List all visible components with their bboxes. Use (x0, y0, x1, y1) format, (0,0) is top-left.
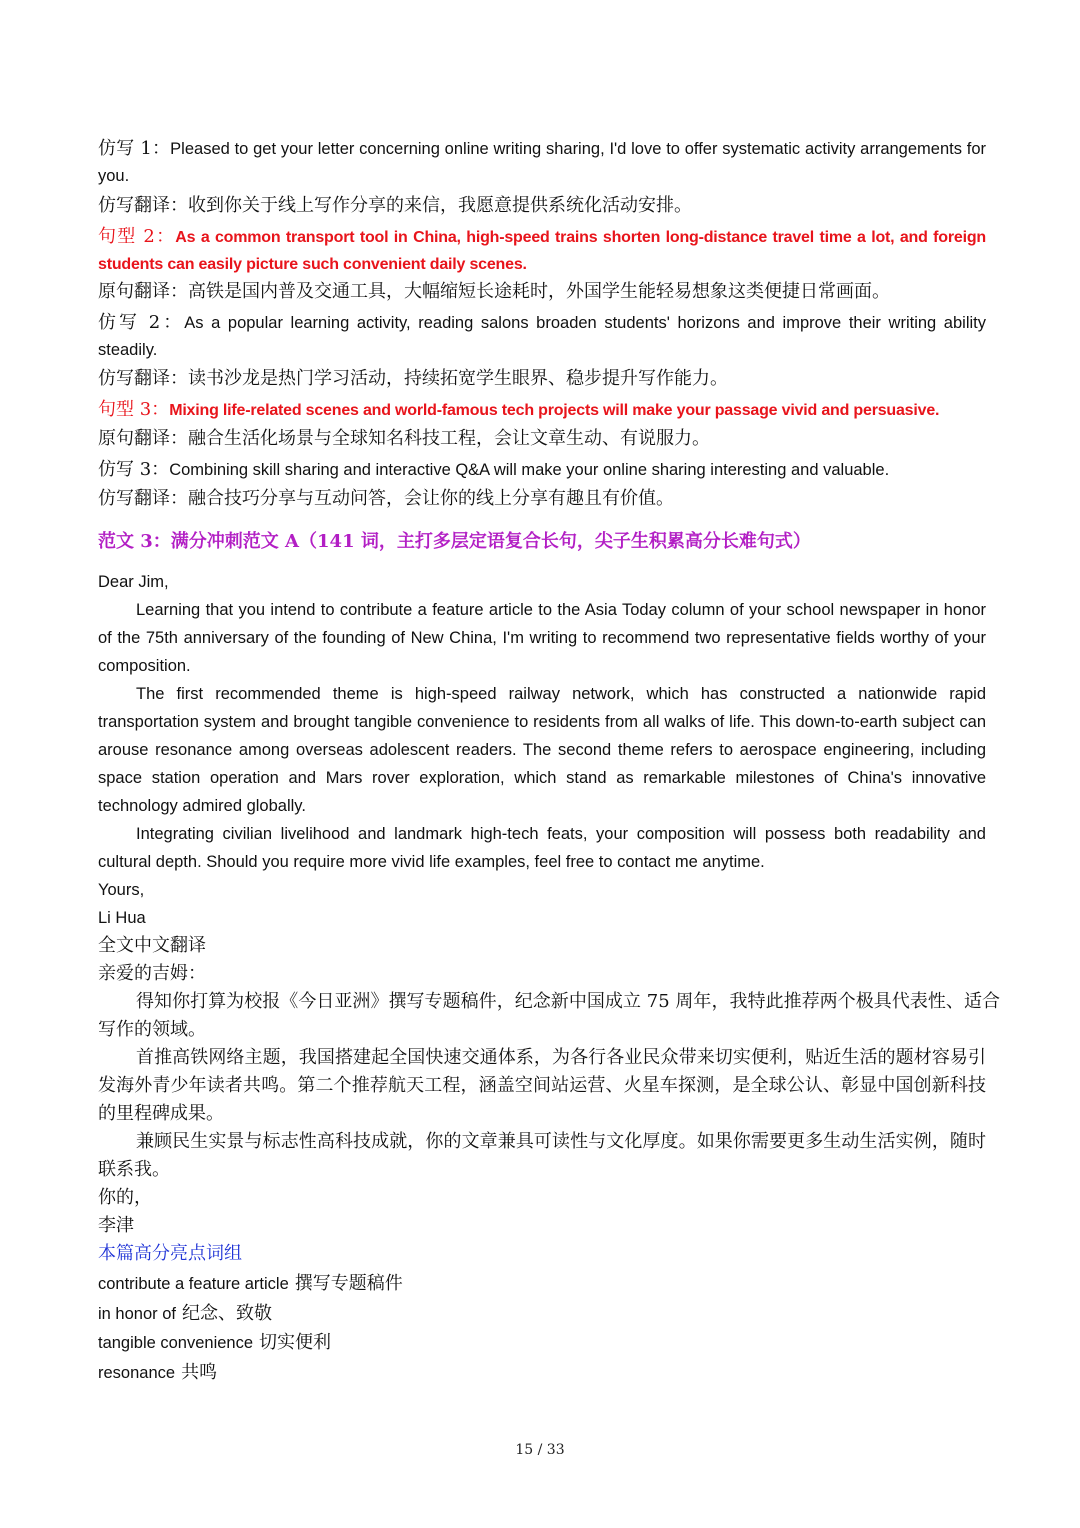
imitation-1 (98, 135, 986, 190)
imitation-2-text: As a popular learning activity, reading salons broaden students' horizons and improve their writing ability steadily. (98, 314, 986, 359)
imitation-3 (98, 456, 986, 485)
pattern-3-original-translation-label: 原句翻译： (98, 428, 188, 449)
imitation-3-label: 仿写 3： (98, 459, 170, 480)
translation-paragraph-1: 得知你打算为校报《今日亚洲》撰写专题稿件，纪念新中国成立 75 周年，我特此推荐两个极具代表性、适合写作的领域。 (98, 991, 1000, 1040)
letter-paragraph-3: Integrating civilian livelihood and landmark high-tech feats, your composition will possess both readability and cultural depth. Should you require more vivid life examples, feel free to contact me anytime. (98, 825, 986, 871)
vocab-list (98, 1270, 986, 1388)
translation-heading: 全文中文翻译 (98, 935, 206, 956)
imitation-1-translation-text: 收到你关于线上写作分享的来信，我愿意提供系统化活动安排。 (188, 195, 692, 216)
vocab-term: in honor of (98, 1304, 176, 1323)
pattern-2-original-translation-text: 高铁是国内普及交通工具，大幅缩短长途耗时，外国学生能轻易想象这类便捷日常画面。 (188, 281, 890, 302)
sample-3-heading: 范文 3：满分冲刺范文 A（141 词，主打多层定语复合长句，尖子生积累高分长难句式） (98, 531, 811, 552)
vocab-term: resonance (98, 1363, 176, 1382)
letter-paragraph-2: The first recommended theme is high-speed railway network, which has constructed a nationwide rapid transportation system and brought tangible convenience to residents from all walks of life. This down-to-earth subject can arouse resonance among overseas adolescent readers. The second theme refers to aerospace engineering, including space station operation and Mars rover exploration, which stand as remarkable milestones of China's innovative technology admired globally. (98, 685, 986, 815)
vocab-item (98, 1270, 986, 1300)
vocab-term: tangible convenience (98, 1334, 254, 1352)
translation-signature: 李津 (98, 1215, 134, 1236)
translation-paragraph-3: 兼顾民生实景与标志性高科技成就，你的文章兼具可读性与文化厚度。如果你需要更多生动生活实例，随时联系我。 (98, 1131, 986, 1180)
imitation-1-text: Pleased to get your letter concerning online writing sharing, I'd love to offer systematic activity arrangements for you. (98, 140, 986, 185)
imitation-3-text: Combining skill sharing and interactive Q&A will make your online sharing interesting and valuable. (169, 461, 890, 479)
vocab-meaning: 撰写专题稿件 (294, 1273, 403, 1294)
document-page (98, 135, 1000, 1388)
imitation-3-translation (98, 485, 986, 514)
letter-closing: Yours, (98, 881, 145, 899)
imitation-1-label: 仿写 1： (98, 138, 171, 159)
page-number: 15 / 33 (515, 1442, 565, 1458)
pattern-3-text: Mixing life-related scenes and world-famous tech projects will make your passage vivid and persuasive. (169, 402, 940, 419)
pattern-2 (98, 223, 986, 278)
imitation-3-translation-text: 融合技巧分享与互动问答，会让你的线上分享有趣且有价值。 (188, 488, 674, 509)
pattern-2-original-translation (98, 278, 986, 307)
imitation-2 (98, 309, 986, 364)
vocab-term: contribute a feature article (98, 1275, 289, 1293)
imitation-2-label: 仿写 2： (98, 312, 185, 333)
vocab-item (98, 1359, 986, 1389)
pattern-2-text: As a common transport tool in China, high-speed trains shorten long-distance travel time a lot, and foreign students can easily picture such convenient daily scenes. (98, 229, 986, 273)
translation-closing: 你的， (98, 1187, 152, 1208)
pattern-3-original-translation (98, 425, 986, 454)
pattern-3 (98, 396, 986, 425)
letter-greeting: Dear Jim, (98, 573, 169, 591)
imitation-2-translation-label: 仿写翻译： (98, 368, 188, 389)
pattern-2-original-translation-label: 原句翻译： (98, 281, 188, 302)
vocab-meaning: 共鸣 (181, 1361, 218, 1383)
imitation-3-translation-label: 仿写翻译： (98, 488, 188, 509)
letter-signature: Li Hua (98, 909, 146, 927)
vocab-meaning: 切实便利 (259, 1332, 332, 1353)
pattern-3-original-translation-text: 融合生活化场景与全球知名科技工程，会让文章生动、有说服力。 (188, 428, 710, 449)
translation-paragraph-2: 首推高铁网络主题，我国搭建起全国快速交通体系，为各行各业民众带来切实便利，贴近生活的题材容易引发海外青少年读者共鸣。第二个推荐航天工程，涵盖空间站运营、火星车探测，是全球公认、彰显中国创新科技的里程碑成果。 (98, 1047, 986, 1124)
pattern-2-label: 句型 2： (98, 226, 176, 247)
translation-greeting: 亲爱的吉姆： (98, 963, 206, 984)
imitation-2-translation (98, 365, 986, 394)
imitation-1-translation (98, 192, 986, 221)
pattern-3-label: 句型 3： (98, 399, 170, 420)
vocab-item (98, 1329, 986, 1359)
imitation-1-translation-label: 仿写翻译： (98, 195, 188, 216)
letter-paragraph-1: Learning that you intend to contribute a feature article to the Asia Today column of your school newspaper in honor of the 75th anniversary of the founding of New China, I'm writing to recommend two representative fields worthy of your composition. (98, 601, 986, 675)
vocab-item (98, 1300, 986, 1330)
imitation-2-translation-text: 读书沙龙是热门学习活动，持续拓宽学生眼界、稳步提升写作能力。 (188, 368, 728, 389)
vocab-heading: 本篇高分亮点词组 (98, 1243, 242, 1264)
vocab-meaning: 纪念、致敬 (181, 1302, 272, 1324)
